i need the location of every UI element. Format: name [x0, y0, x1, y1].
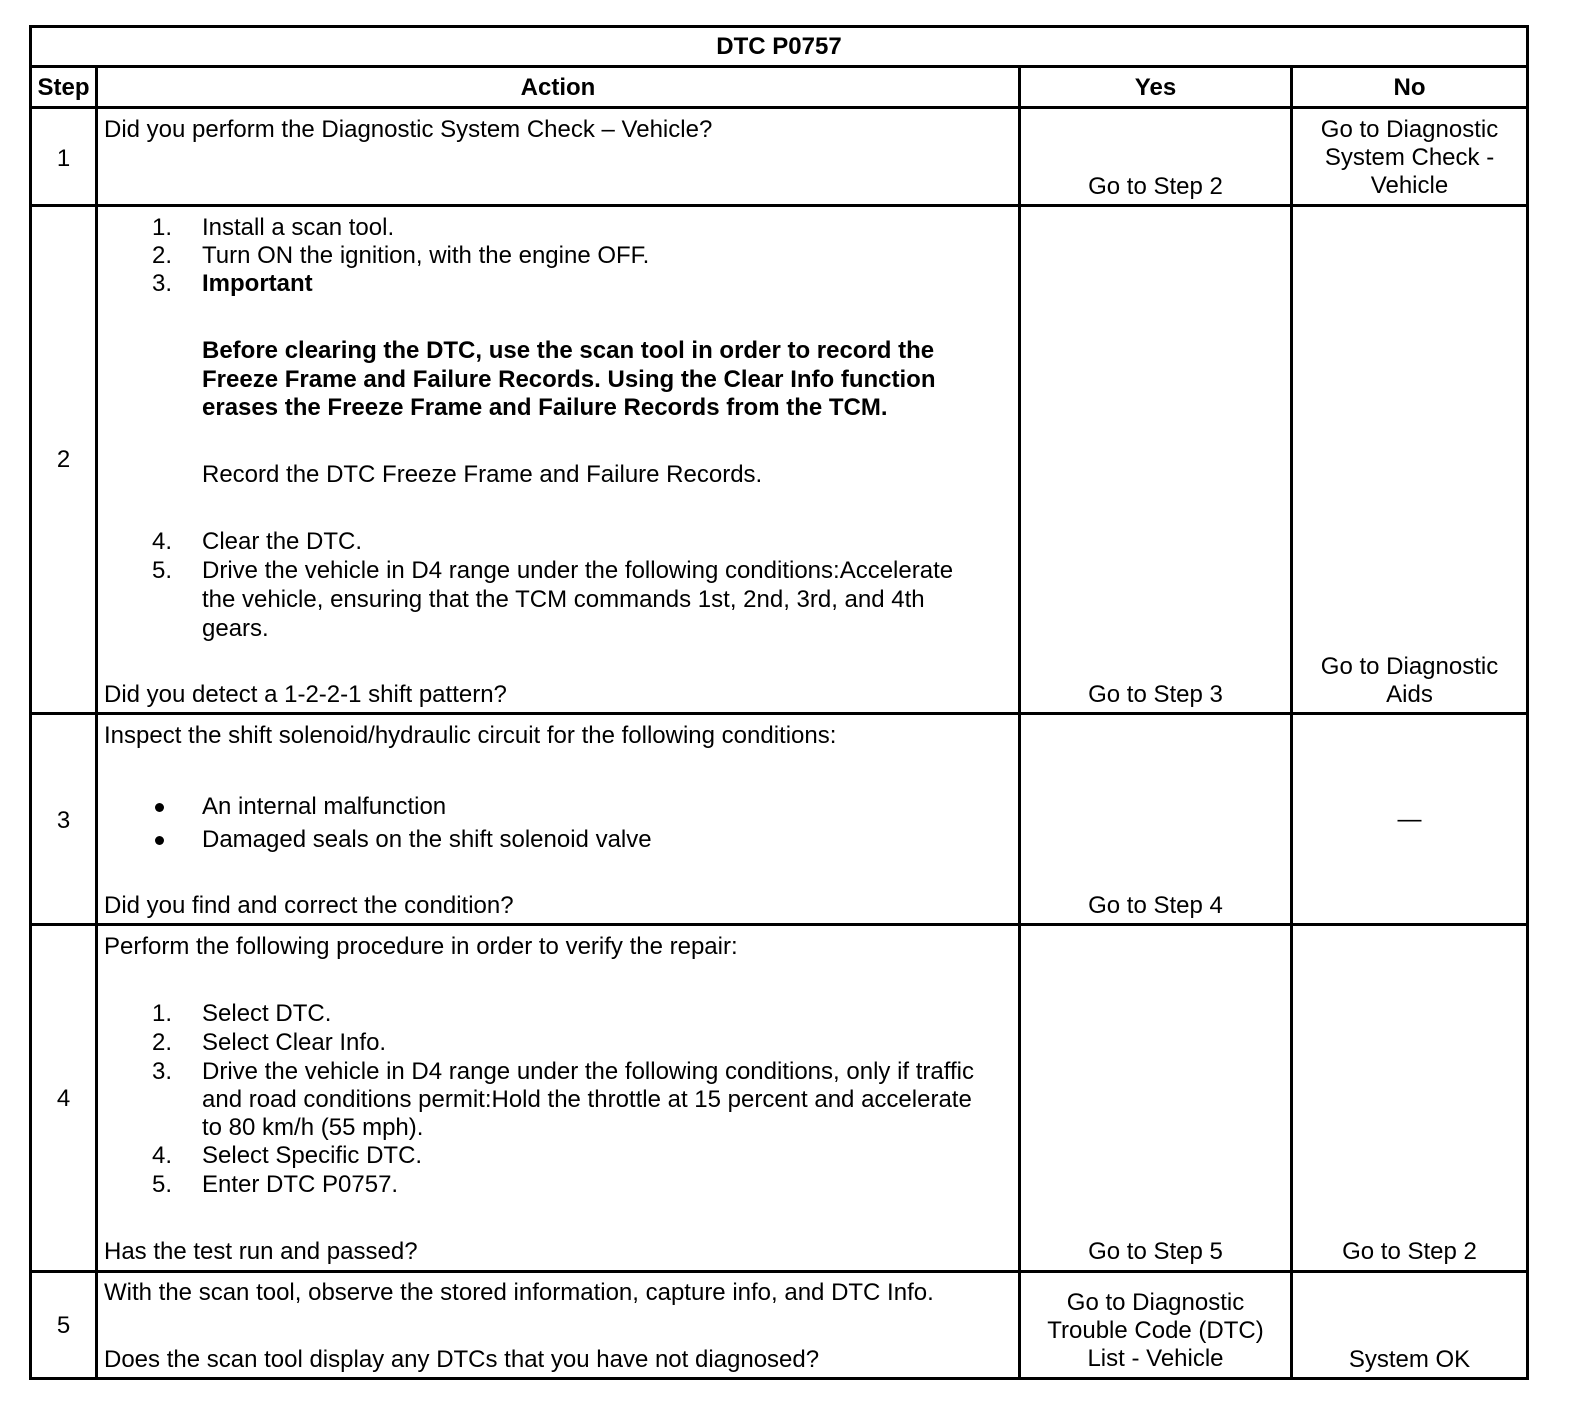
important-note-line: Freeze Frame and Failure Records. Using the Clear Info function	[202, 366, 936, 393]
list-item: Turn ON the ignition, with the engine OFF.	[202, 242, 650, 269]
list-item-line: Drive the vehicle in D4 range under the following conditions:Accelerate	[202, 557, 954, 584]
yes-cell: Go to Step 3	[1088, 681, 1223, 708]
no-cell-line: Vehicle	[1370, 172, 1449, 199]
header-action: Action	[520, 74, 596, 101]
header-no: No	[1393, 74, 1426, 101]
rule-row2	[32, 712, 1526, 715]
yes-cell: Go to Step 5	[1088, 1238, 1223, 1265]
bullet-item: Damaged seals on the shift solenoid valve	[202, 826, 652, 853]
record-note: Record the DTC Freeze Frame and Failure Records.	[202, 461, 763, 488]
no-cell: System OK	[1348, 1346, 1471, 1373]
action-text: Did you perform the Diagnostic System Check – Vehicle?	[104, 116, 713, 143]
no-cell-dash: —	[1397, 806, 1422, 833]
rule-row3	[32, 923, 1526, 926]
intro-text: Inspect the shift solenoid/hydraulic circuit for the following conditions:	[104, 722, 837, 749]
list-item: Select Clear Info.	[202, 1029, 387, 1056]
list-number: 2.	[152, 1029, 173, 1056]
step-number: 5	[56, 1312, 71, 1339]
step-number: 2	[56, 446, 71, 473]
yes-cell-line: List - Vehicle	[1087, 1345, 1224, 1372]
rule-title	[32, 65, 1526, 68]
important-note-line: Before clearing the DTC, use the scan tool in order to record the	[202, 337, 935, 364]
no-cell-line: Go to Diagnostic	[1320, 116, 1499, 143]
list-number: 1.	[152, 214, 173, 241]
list-number: 1.	[152, 1000, 173, 1027]
list-number: 2.	[152, 242, 173, 269]
list-number: 4.	[152, 1142, 173, 1169]
important-note-line: erases the Freeze Frame and Failure Records from the TCM.	[202, 394, 888, 421]
header-yes: Yes	[1134, 74, 1177, 101]
rule-row4	[32, 1270, 1526, 1273]
list-item-line: and road conditions permit:Hold the throttle at 15 percent and accelerate	[202, 1086, 972, 1113]
col-rule-yes	[1290, 65, 1293, 1377]
bullet-icon	[155, 836, 164, 845]
no-cell: Go to Step 2	[1342, 1238, 1477, 1265]
question-text: Did you find and correct the condition?	[104, 892, 514, 919]
list-item-line: Drive the vehicle in D4 range under the following conditions, only if traffic	[202, 1058, 974, 1085]
list-item-line: the vehicle, ensuring that the TCM commands 1st, 2nd, 3rd, and 4th	[202, 586, 925, 613]
rule-row1	[32, 204, 1526, 207]
question-text: Has the test run and passed?	[104, 1238, 418, 1265]
list-item: Enter DTC P0757.	[202, 1171, 399, 1198]
bullet-icon	[155, 803, 164, 812]
rule-header	[32, 106, 1526, 109]
table-title: DTC P0757	[716, 33, 842, 60]
no-cell-line: System Check -	[1324, 144, 1495, 171]
step-number: 1	[56, 145, 71, 172]
dtc-table	[29, 25, 1529, 1380]
col-rule-step	[95, 65, 98, 1377]
bullet-item: An internal malfunction	[202, 793, 447, 820]
yes-cell-line: Go to Diagnostic	[1066, 1289, 1245, 1316]
list-item: Clear the DTC.	[202, 528, 363, 555]
list-number: 5.	[152, 1171, 173, 1198]
question-text: Does the scan tool display any DTCs that you have not diagnosed?	[104, 1346, 820, 1373]
list-number: 4.	[152, 528, 173, 555]
yes-cell-line: Trouble Code (DTC)	[1047, 1317, 1264, 1344]
intro-text: With the scan tool, observe the stored information, capture info, and DTC Info.	[104, 1279, 934, 1306]
list-item-line: gears.	[202, 615, 269, 642]
list-item-important: Important	[202, 270, 313, 297]
header-step: Step	[37, 74, 90, 101]
col-rule-action	[1018, 65, 1021, 1377]
step-number: 3	[56, 807, 71, 834]
yes-cell: Go to Step 2	[1088, 173, 1223, 200]
step-number: 4	[56, 1085, 71, 1112]
list-number: 5.	[152, 557, 173, 584]
list-number: 3.	[152, 270, 173, 297]
intro-text: Perform the following procedure in order to verify the repair:	[104, 933, 738, 960]
no-cell-line: Aids	[1386, 681, 1433, 708]
yes-cell: Go to Step 4	[1088, 892, 1223, 919]
list-number: 3.	[152, 1058, 173, 1085]
list-item-line: to 80 km/h (55 mph).	[202, 1114, 424, 1141]
list-item: Select DTC.	[202, 1000, 332, 1027]
question-text: Did you detect a 1-2-2-1 shift pattern?	[104, 681, 507, 708]
no-cell-line: Go to Diagnostic	[1320, 653, 1499, 680]
list-item: Select Specific DTC.	[202, 1142, 423, 1169]
list-item: Install a scan tool.	[202, 214, 395, 241]
